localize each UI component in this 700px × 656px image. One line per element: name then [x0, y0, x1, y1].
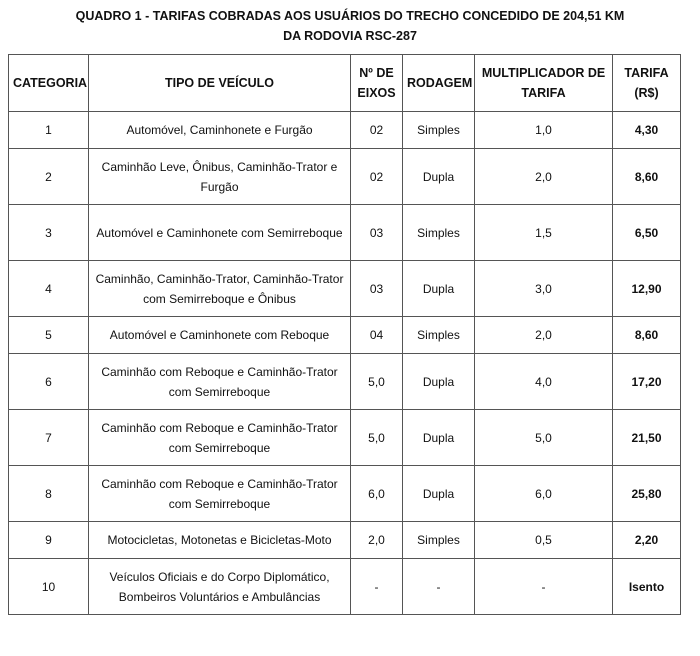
cell-rodagem: Dupla [403, 261, 475, 317]
cell-eixos: 6,0 [351, 466, 403, 522]
cell-rodagem: Dupla [403, 466, 475, 522]
cell-eixos: 02 [351, 112, 403, 149]
cell-tarifa: 8,60 [613, 149, 681, 205]
table-row [9, 410, 681, 466]
cell-eixos: 5,0 [351, 354, 403, 410]
cell-categoria: 9 [9, 522, 89, 559]
document-title [0, 0, 700, 44]
cell-tarifa: Isento [613, 559, 681, 615]
cell-eixos: 04 [351, 317, 403, 354]
table-row [9, 466, 681, 522]
cell-multiplicador: - [475, 559, 613, 615]
header-eixos: Nº DE EIXOS [351, 55, 403, 112]
cell-multiplicador: 2,0 [475, 149, 613, 205]
cell-tarifa: 2,20 [613, 522, 681, 559]
cell-eixos: 5,0 [351, 410, 403, 466]
cell-eixos: 03 [351, 205, 403, 261]
cell-eixos: 2,0 [351, 522, 403, 559]
table-row [9, 261, 681, 317]
cell-eixos: 03 [351, 261, 403, 317]
table-row [9, 354, 681, 410]
cell-tipo: Caminhão com Reboque e Caminhão-Trator com Semirreboque [89, 354, 351, 410]
cell-categoria: 3 [9, 205, 89, 261]
cell-categoria: 4 [9, 261, 89, 317]
table-row [9, 112, 681, 149]
cell-tarifa: 4,30 [613, 112, 681, 149]
cell-categoria: 5 [9, 317, 89, 354]
cell-rodagem: Simples [403, 522, 475, 559]
tariff-table [8, 54, 681, 615]
cell-categoria: 2 [9, 149, 89, 205]
table-row [9, 559, 681, 615]
table-row [9, 149, 681, 205]
cell-categoria: 1 [9, 112, 89, 149]
cell-tipo: Automóvel e Caminhonete com Reboque [89, 317, 351, 354]
cell-tipo: Automóvel e Caminhonete com Semirreboque [89, 205, 351, 261]
cell-tarifa: 8,60 [613, 317, 681, 354]
cell-tipo: Motocicletas, Motonetas e Bicicletas-Moto [89, 522, 351, 559]
header-tipo-veiculo: TIPO DE VEÍCULO [89, 55, 351, 112]
cell-multiplicador: 3,0 [475, 261, 613, 317]
table-row [9, 317, 681, 354]
cell-rodagem: Dupla [403, 149, 475, 205]
header-categoria: CATEGORIA [9, 55, 89, 112]
cell-multiplicador: 5,0 [475, 410, 613, 466]
cell-tipo: Automóvel, Caminhonete e Furgão [89, 112, 351, 149]
cell-tipo: Veículos Oficiais e do Corpo Diplomático, Bombeiros Voluntários e Ambulâncias [89, 559, 351, 615]
cell-rodagem: - [403, 559, 475, 615]
cell-multiplicador: 6,0 [475, 466, 613, 522]
cell-eixos: 02 [351, 149, 403, 205]
title-line-2: DA RODOVIA RSC-287 [283, 29, 417, 43]
cell-categoria: 8 [9, 466, 89, 522]
cell-tarifa: 6,50 [613, 205, 681, 261]
header-rodagem: RODAGEM [403, 55, 475, 112]
cell-tarifa: 12,90 [613, 261, 681, 317]
cell-multiplicador: 1,5 [475, 205, 613, 261]
title-line-1: QUADRO 1 - TARIFAS COBRADAS AOS USUÁRIOS DO TRECHO CONCEDIDO DE 204,51 KM [75, 9, 625, 23]
header-row [9, 55, 681, 112]
cell-categoria: 7 [9, 410, 89, 466]
cell-tipo: Caminhão, Caminhão-Trator, Caminhão-Trator com Semirreboque e Ônibus [89, 261, 351, 317]
cell-rodagem: Dupla [403, 354, 475, 410]
cell-rodagem: Dupla [403, 410, 475, 466]
cell-tarifa: 25,80 [613, 466, 681, 522]
cell-multiplicador: 1,0 [475, 112, 613, 149]
table-row [9, 205, 681, 261]
table-row [9, 522, 681, 559]
header-multiplicador: MULTIPLICADOR DE TARIFA [475, 55, 613, 112]
cell-tarifa: 17,20 [613, 354, 681, 410]
header-tarifa: TARIFA (R$) [613, 55, 681, 112]
cell-eixos: - [351, 559, 403, 615]
cell-multiplicador: 4,0 [475, 354, 613, 410]
cell-rodagem: Simples [403, 205, 475, 261]
cell-categoria: 10 [9, 559, 89, 615]
cell-rodagem: Simples [403, 317, 475, 354]
cell-categoria: 6 [9, 354, 89, 410]
cell-rodagem: Simples [403, 112, 475, 149]
cell-multiplicador: 0,5 [475, 522, 613, 559]
cell-tipo: Caminhão com Reboque e Caminhão-Trator com Semirreboque [89, 466, 351, 522]
cell-tarifa: 21,50 [613, 410, 681, 466]
cell-tipo: Caminhão com Reboque e Caminhão-Trator com Semirreboque [89, 410, 351, 466]
cell-multiplicador: 2,0 [475, 317, 613, 354]
cell-tipo: Caminhão Leve, Ônibus, Caminhão-Trator e Furgão [89, 149, 351, 205]
